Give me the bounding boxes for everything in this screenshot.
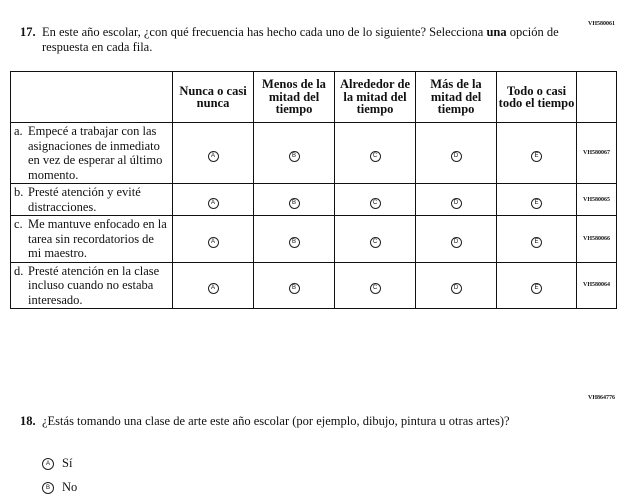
row-code: VH580064 [577,262,617,309]
response-cell [416,184,497,216]
column-header: Menos de la mitad del tiempo [254,72,335,123]
bubble-b-icon[interactable]: B [289,283,300,294]
column-header: Alrededor de la mitad del tiempo [335,72,416,123]
row-statement [11,262,173,309]
column-header: Nunca o casi nunca [173,72,254,123]
row-statement [11,184,173,216]
question-18: 18. ¿Estás tomando una clase de arte este año escolar (por ejemplo, dibujo, pintura u otras artes)? [20,414,510,428]
row-text: Me mantuve enfocado en la tarea sin recordatorios de mi maestro. [28,217,167,260]
response-cell [254,216,335,263]
bubble-c-icon[interactable]: C [370,198,381,209]
bubble-e-icon[interactable]: E [531,151,542,162]
response-grid [10,71,617,309]
row-code: VH580067 [577,123,617,184]
response-cell [335,216,416,263]
bubble-c-icon[interactable]: C [370,283,381,294]
response-cell [416,262,497,309]
response-cell [497,216,577,263]
bubble-b-icon[interactable]: B [289,198,300,209]
item-code: VH864776 [588,395,615,401]
header-blank [577,72,617,123]
column-header: Todo o casi todo el tiempo [497,72,577,123]
bubble-e-icon[interactable]: E [531,198,542,209]
response-cell [335,184,416,216]
row-code: VH580065 [577,184,617,216]
response-cell [335,123,416,184]
response-cell [497,262,577,309]
bubble-a-icon[interactable]: A [208,198,219,209]
bubble-d-icon[interactable]: D [451,283,462,294]
table-row [11,123,617,184]
response-cell [254,123,335,184]
row-statement [11,123,173,184]
row-letter: b. [14,185,24,199]
response-cell [173,262,254,309]
bubble-a-icon[interactable]: A [208,237,219,248]
response-cell [416,216,497,263]
row-letter: c. [14,217,23,231]
option-no[interactable]: B No [42,480,77,495]
response-cell [173,184,254,216]
option-si[interactable]: A Sí [42,456,72,471]
row-letter: a. [14,124,23,138]
response-cell [497,123,577,184]
response-cell [254,262,335,309]
bubble-d-icon[interactable]: D [451,237,462,248]
bubble-b-icon[interactable]: B [289,237,300,248]
row-text: Empecé a trabajar con las asignaciones de inmediato en vez de esperar al último momento. [28,124,163,182]
bubble-c-icon[interactable]: C [370,237,381,248]
row-code: VH580066 [577,216,617,263]
response-cell [254,184,335,216]
bubble-d-icon[interactable]: D [451,198,462,209]
response-cell [335,262,416,309]
table-row [11,184,617,216]
bubble-icon[interactable]: B [42,482,54,494]
question-number: 18. [20,414,36,428]
response-cell [497,184,577,216]
bubble-e-icon[interactable]: E [531,237,542,248]
bubble-icon[interactable]: A [42,458,54,470]
table-row [11,216,617,263]
response-cell [416,123,497,184]
column-header: Más de la mitad del tiempo [416,72,497,123]
question-17: 17. En este año escolar, ¿con qué frecuencia has hecho cada uno de lo siguiente? Selecciona una opción de respuesta en cada fila. [20,25,559,54]
row-statement [11,216,173,263]
bubble-b-icon[interactable]: B [289,151,300,162]
row-text: Presté atención en la clase incluso cuando no estaba interesado. [28,263,160,307]
row-text: Presté atención y evité distracciones. [28,185,141,214]
bubble-d-icon[interactable]: D [451,151,462,162]
bubble-a-icon[interactable]: A [208,151,219,162]
bubble-e-icon[interactable]: E [531,283,542,294]
bubble-c-icon[interactable]: C [370,151,381,162]
bubble-a-icon[interactable]: A [208,283,219,294]
response-cell [173,216,254,263]
item-code: VH580061 [588,21,615,27]
header-blank [11,72,173,123]
row-letter: d. [14,263,24,278]
response-cell [173,123,254,184]
table-row [11,262,617,309]
question-number: 17. [20,25,36,39]
